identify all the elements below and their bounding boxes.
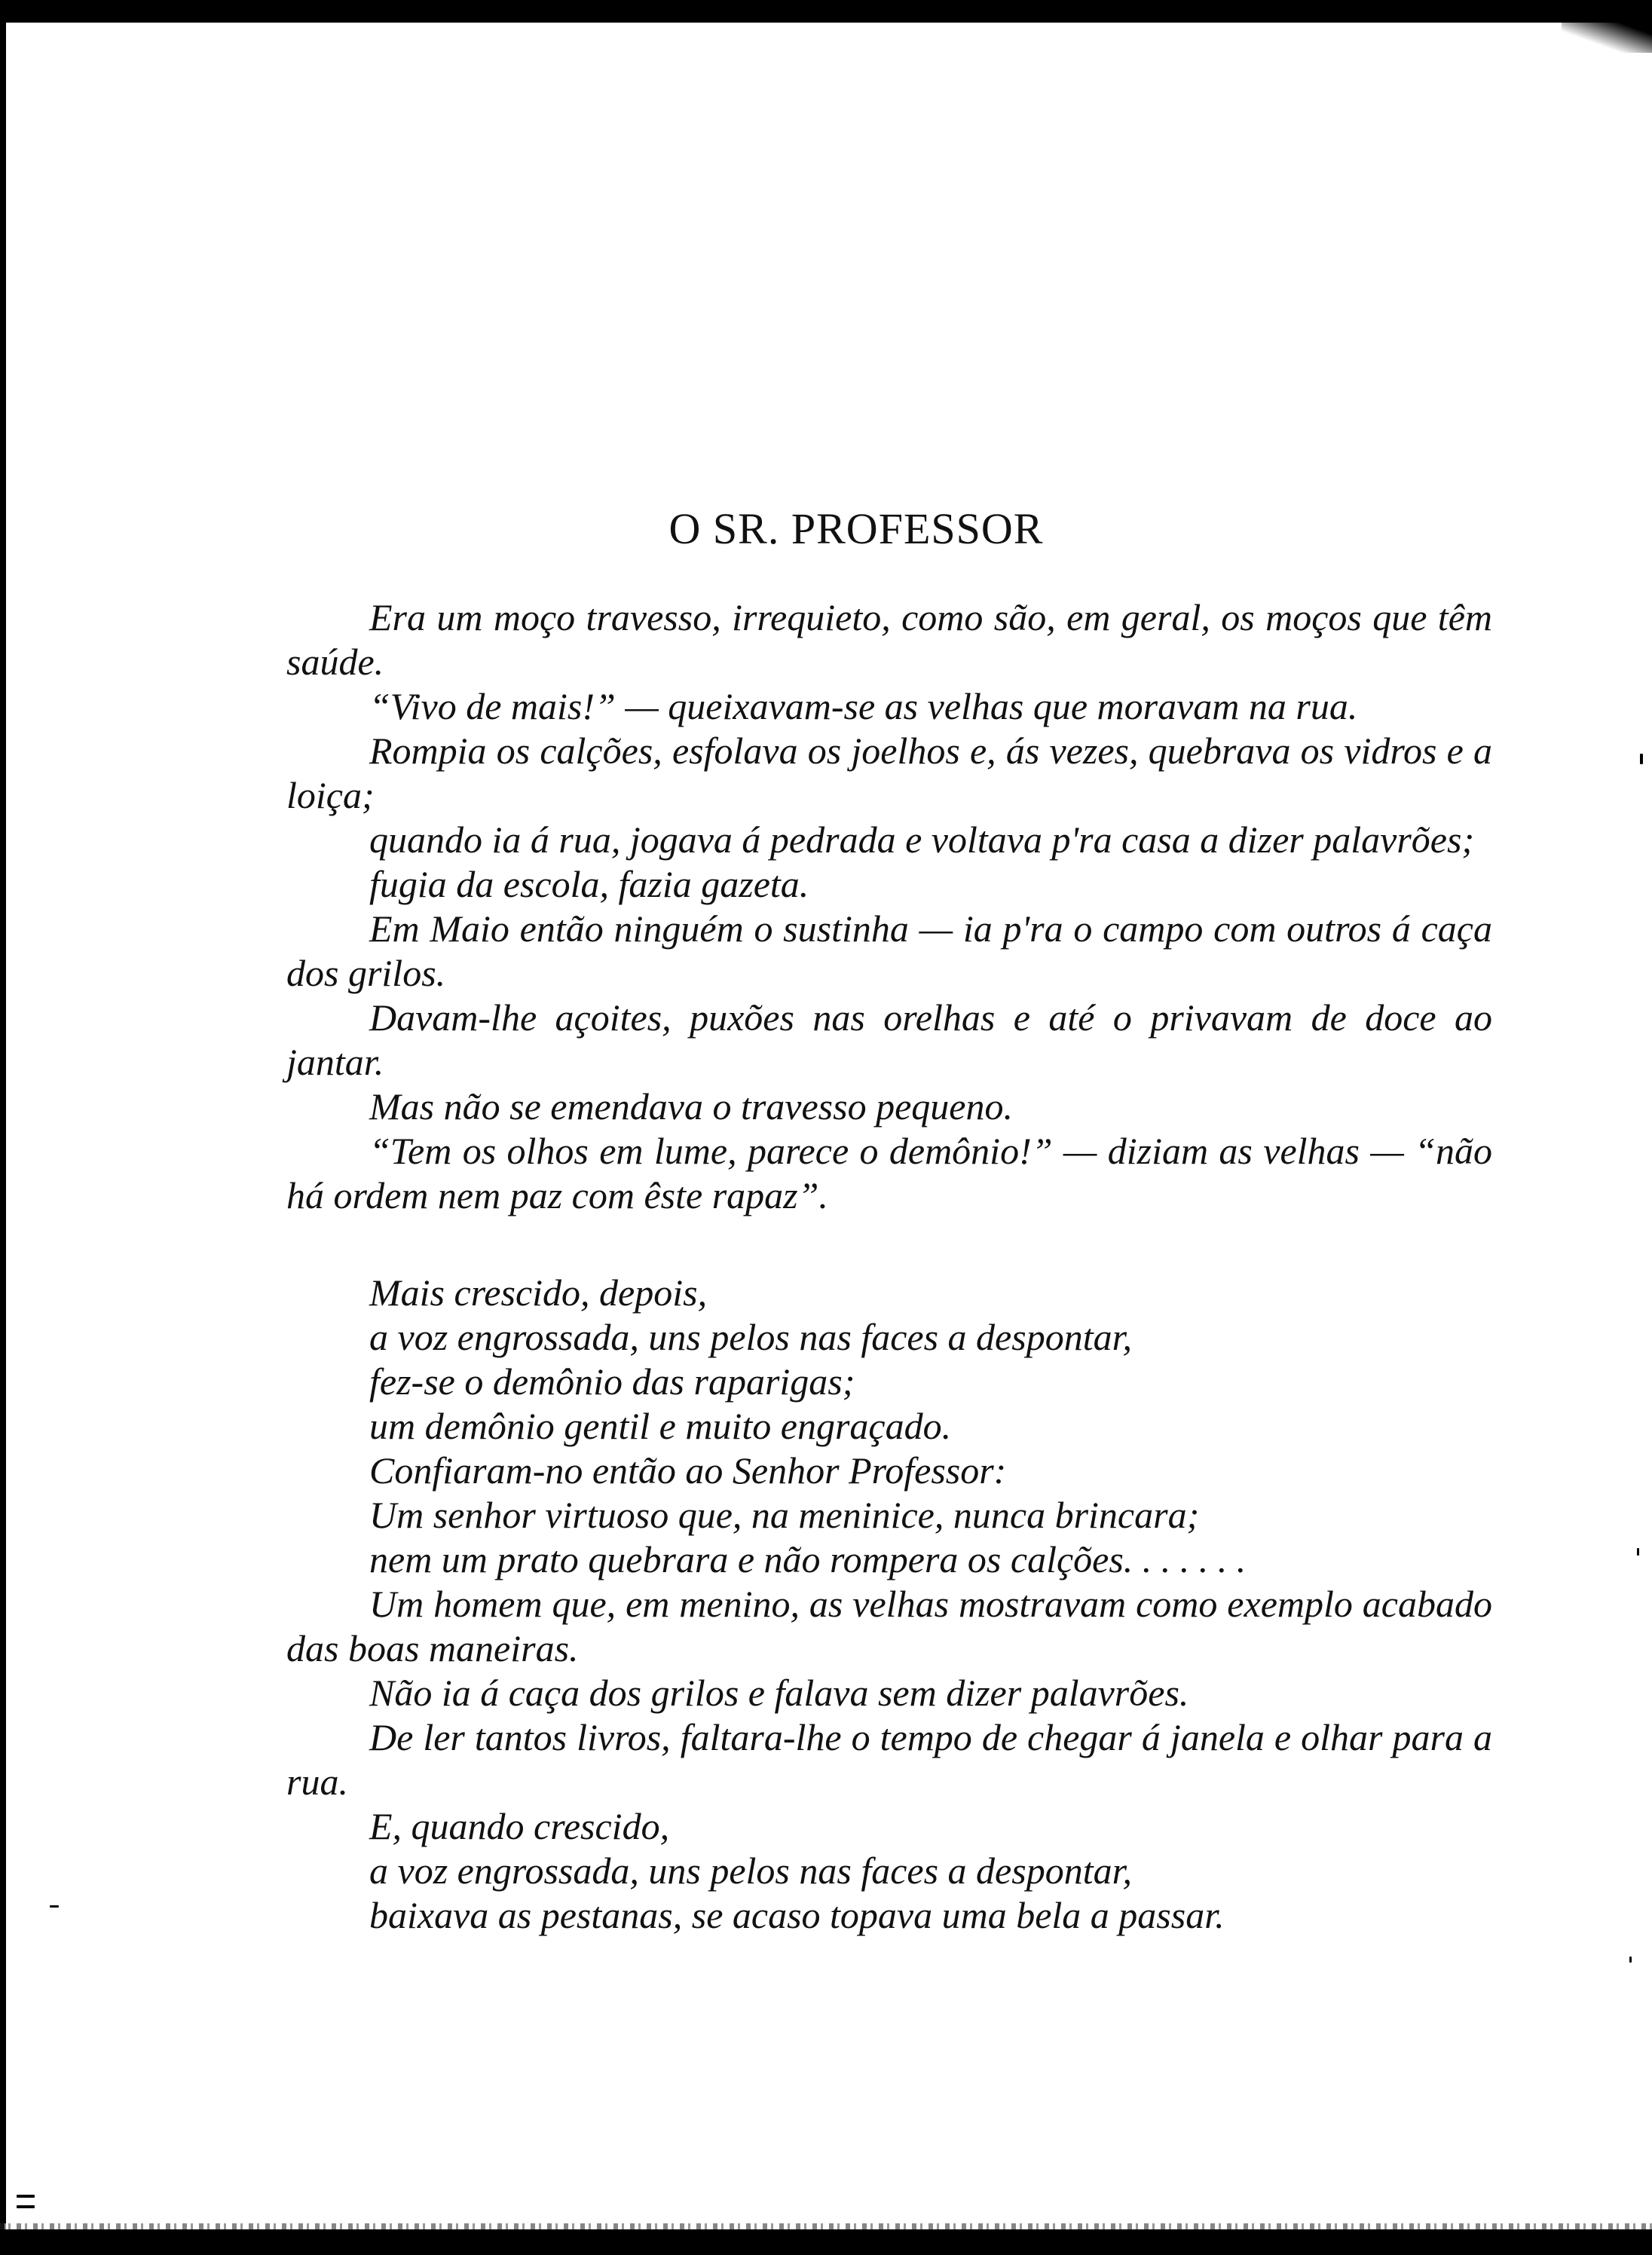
- poem-line: De ler tantos livros, faltara-lhe o tempo de chegar á janela e olhar para a rua.: [286, 1716, 1492, 1803]
- scan-speck: [17, 2195, 35, 2198]
- poem-line: Rompia os calções, esfolava os joelhos e, ás vezes, quebrava os vidros e a loiça;: [286, 730, 1492, 816]
- scan-speck: [1637, 1548, 1639, 1556]
- poem-body: [286, 595, 1492, 1938]
- poem-line: a voz engrossada, uns pelos nas faces a despontar,: [369, 1850, 1133, 1892]
- poem-line: fugia da escola, fazia gazeta.: [369, 863, 809, 905]
- poem-line: E, quando crescido,: [369, 1805, 670, 1847]
- poem-line: Davam-lhe açoites, puxões nas orelhas e até o privavam de doce ao jantar.: [286, 996, 1492, 1083]
- poem-line: Um senhor virtuoso que, na meninice, nunca brincara;: [369, 1494, 1200, 1536]
- poem-line: Mas não se emendava o travesso pequeno.: [369, 1085, 1013, 1128]
- scan-speck: [50, 1905, 59, 1908]
- poem-line: Em Maio então ninguém o sustinha — ia p'ra o campo com outros á caça dos grilos.: [286, 907, 1492, 994]
- poem-line: quando ia á rua, jogava á pedrada e voltava p'ra casa a dizer palavrões;: [369, 818, 1475, 861]
- poem-line: Um homem que, em menino, as velhas mostravam como exemplo acabado das boas maneiras.: [286, 1583, 1492, 1669]
- poem-line: “Vivo de mais!” — queixavam-se as velhas que moravam na rua.: [369, 685, 1358, 727]
- scan-speck: [1629, 1957, 1632, 1963]
- poem-line: nem um prato quebrara e não rompera os calções. . . . . . .: [369, 1538, 1247, 1580]
- poem-line: Era um moço travesso, irrequieto, como são, em geral, os moços que têm saúde.: [286, 596, 1492, 683]
- poem-line: fez-se o demônio das raparigas;: [369, 1360, 855, 1403]
- poem-line: Confiaram-no então ao Senhor Professor:: [369, 1449, 1007, 1492]
- scan-border-top: [0, 0, 1652, 23]
- stanza-break: [286, 1218, 1492, 1271]
- poem-line: Mais crescido, depois,: [369, 1271, 708, 1314]
- page-title: O SR. PROFESSOR: [668, 504, 1044, 553]
- scan-speck: [17, 2205, 35, 2208]
- poem-line: a voz engrossada, uns pelos nas faces a despontar,: [369, 1316, 1133, 1358]
- poem-line: Não ia á caça dos grilos e falava sem dizer palavrões.: [369, 1672, 1189, 1714]
- poem-line: baixava as pestanas, se acaso topava uma bela a passar.: [369, 1894, 1225, 1936]
- scan-border-left: [0, 0, 6, 2255]
- scan-border-bottom: [0, 2229, 1652, 2255]
- scan-speck: [1640, 754, 1643, 764]
- poem-line: um demônio gentil e muito engraçado.: [369, 1405, 952, 1447]
- poem-line: “Tem os olhos em lume, parece o demônio!” — diziam as velhas — “não há ordem nem paz com êste rapaz”.: [286, 1130, 1492, 1216]
- scan-border-top-edge: [1562, 0, 1652, 53]
